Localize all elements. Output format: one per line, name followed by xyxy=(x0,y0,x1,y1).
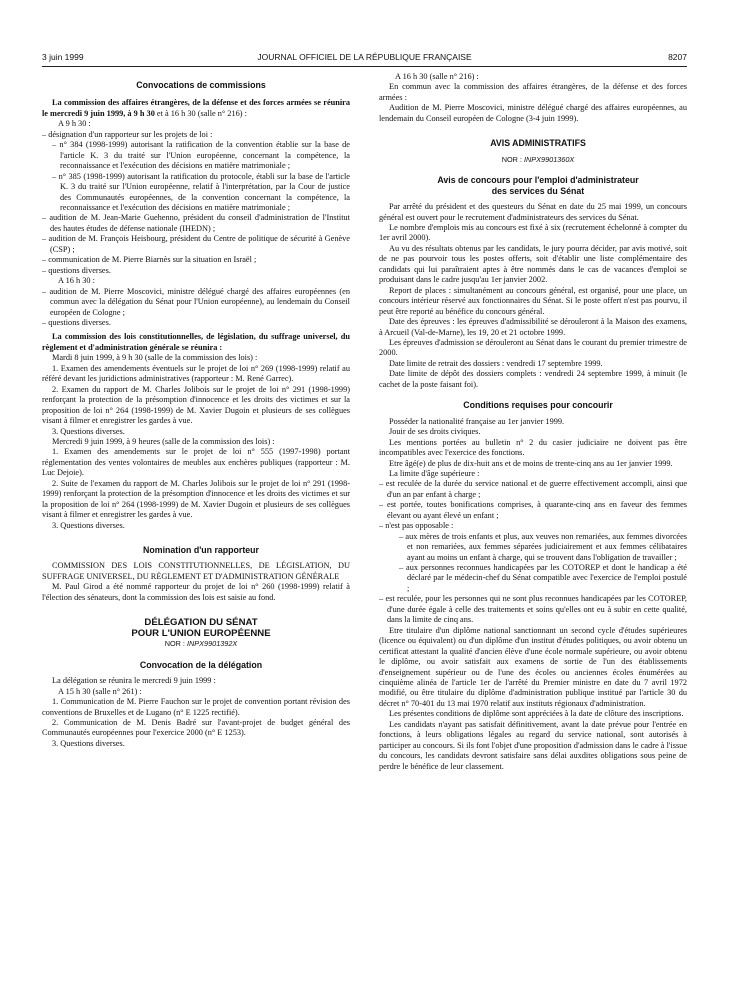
nor-avis: NOR : INPX9901360X xyxy=(501,154,575,164)
item-biarnes: – communication de M. Pierre Biarnès sur la situation en Israël ; xyxy=(42,255,257,265)
item-opposable: – n'est pas opposable : xyxy=(379,521,454,531)
paragraph-examen-4: 2. Suite de l'examen du rapport de M. Charles Jolibois sur le projet de loi n° 291 (1998-1999) renforçant la protection de la présomption d'innocence et les droits des victimes et sur la proposition de loi n° 264 (1998-1999) de M. Xavier Dugoin et plusieurs de ses collègues visant à filmer et enregistrer les gardes à vue. xyxy=(42,478,350,520)
time-930: A 9 h 30 : xyxy=(58,119,91,129)
item-questions-2: – questions diverses. xyxy=(42,317,111,327)
paragraph-questions-5: 3. Questions diverses. xyxy=(52,738,125,748)
paragraph-jury: Au vu des résultats obtenus par les candidats, le jury pourra décider, par avis motivé, soit de ne pas pourvoir tous les postes offerts, soit d'établir une liste complémentaire des candidats qui lui paraîtraient aptes à être nommés dans le cas de vacances d'emploi se produisant dans le cadre jusqu'au 1er janvier 2002. xyxy=(379,243,687,285)
right-column xyxy=(379,72,687,772)
paragraph-questions-4: 3. Questions diverses. xyxy=(52,520,125,530)
item-reculee-handicap: – est reculée, pour les personnes qui ne sont plus reconnues handicapées par les COTOREP, d'une durée égale à celle des traitements et soins qu'elles ont eu à subir en cette qualité, dans la limite de cinq ans. xyxy=(379,594,687,625)
paragraph-examen-2: 2. Examen du rapport de M. Charles Jolibois sur le projet de loi n° 291 (1998-1999) renforçant la protection de la présomption d'innocence et les droits des victimes et sur la proposition de loi n° 264 (1998-1999) de M. Xavier Dugoin et plusieurs de ses collègues visant à filmer et enregistrer les gardes à vue. xyxy=(42,384,350,426)
time-1630-right: A 16 h 30 (salle n° 216) : xyxy=(395,72,479,81)
paragraph-commission-title: COMMISSION DES LOIS CONSTITUTIONNELLES, DE LÉGISLATION, DU SUFFRAGE UNIVERSEL, DU RÈGLEMENT ET D'ADMINISTRATION GÉNÉRALE xyxy=(42,561,350,581)
item-reculee: – est reculée de la durée du service national et de guerre effectivement accompli, ainsi que d'un an par enfant à charge ; xyxy=(379,479,687,499)
item-cotorep: – aux personnes reconnues handicapées par les COTOREP et dont le handicap a été déclaré par le médecin-chef du Sénat compatible avec l'exercice de l'emploi postulé ; xyxy=(399,563,687,593)
paragraph-limite-age: La limite d'âge supérieure : xyxy=(389,468,480,478)
paragraph-droits-civiques: Jouir de ses droits civiques. xyxy=(389,427,481,437)
paragraph-arrete: Par arrêté du président et des questeurs du Sénat en date du 25 mai 1999, un concours général est ouvert pour le recrutement d'administrateurs des services du Sénat. xyxy=(379,202,687,222)
item-designation: – désignation d'un rapporteur sur les projets de loi : xyxy=(42,129,213,139)
item-questions-1: – questions diverses. xyxy=(42,265,111,275)
paragraph-conditions-diplome: Les présentes conditions de diplôme sont appréciées à la date de clôture des inscriptions. xyxy=(389,709,684,719)
paragraph-commission-etrangeres: La commission des affaires étrangères, de la défense et des forces armées se réunira le mercredi 9 juin 1999, à 9 h 30 et à 16 h 30 (salle n° 216) : xyxy=(42,98,350,118)
paragraph-girod: M. Paul Girod a été nommé rapporteur du projet de loi n° 260 (1998-1999) relatif à l'élection des sénateurs, dont la commission des lois est saisie au fond. xyxy=(42,582,350,602)
heading-delegation-1: DÉLÉGATION DU SÉNAT xyxy=(144,617,258,629)
heading-convocations: Convocations de commissions xyxy=(136,80,266,90)
paragraph-en-commun: En commun avec la commission des affaires étrangères, de la défense et des forces armées : xyxy=(379,82,687,102)
item-portee: – est portée, toutes bonifications comprises, à quarante-cinq ans en faveur des femmes élevant ou ayant élevé un enfant ; xyxy=(379,500,687,520)
paragraph-examen-1: 1. Examen des amendements éventuels sur le projet de loi n° 269 (1998-1999) relatif au référé devant les juridictions administratives (rapporteur : M. René Garrec). xyxy=(42,363,350,384)
paragraph-examen-3: 1. Examen des amendements sur le projet de loi n° 555 (1997-1998) portant réglementation des ventes volontaires de meubles aux enchères publiques (rapporteur : M. Luc Dejoie). xyxy=(42,447,350,478)
paragraph-date-epreuves: Date des épreuves : les épreuves d'admissibilité se dérouleront à la Maison des examens, à Arcueil (Val-de-Marne), les 19, 20 et 21 octobre 1999. xyxy=(379,317,687,337)
heading-nomination: Nomination d'un rapporteur xyxy=(143,545,259,556)
paragraph-report-places: Report de places : simultanément au concours général, est organisé, pour une place, un concours intérieur réservé aux fonctionnaires du Sénat. Si le poste offert n'est pas pourvu, il peut être reporté au bénéfice du concours général. xyxy=(379,285,687,316)
paragraph-delegation-reunira: La délégation se réunira le mercredi 9 juin 1999 : xyxy=(52,676,216,686)
paragraph-retrait-dossiers: Date limite de retrait des dossiers : vendredi 17 septembre 1999. xyxy=(389,358,603,368)
paragraph-nombre-emplois: Le nombre d'emplois mis au concours est fixé à six (recrutement échelonné à compter du 1er avril 2000). xyxy=(379,222,687,243)
paragraph-audition-moscovici: Audition de M. Pierre Moscovici, ministre délégué chargé des affaires européennes, au lendemain du Conseil européen de Cologne (3-4 juin 1999). xyxy=(379,103,687,123)
left-column xyxy=(42,72,350,749)
heading-convocation-delegation: Convocation de la délégation xyxy=(139,659,263,670)
heading-avis-administratifs: AVIS ADMINISTRATIFS xyxy=(490,138,586,149)
paragraph-fauchon: 1. Communication de M. Pierre Fauchon sur le projet de convention portant révision des conventions de Bruxelles et de Lugano (n° E 1225 rectifié). xyxy=(42,697,350,717)
header-date: 3 juin 1999 xyxy=(42,52,84,62)
paragraph-mardi: Mardi 8 juin 1999, à 9 h 30 (salle de la commission des lois) : xyxy=(52,353,258,363)
item-heisbourg: – audition de M. François Heisbourg, président du Centre de politique de sécurité à Genève (CSP) ; xyxy=(42,234,350,254)
heading-conditions: Conditions requises pour concourir xyxy=(463,400,613,411)
paragraph-depot-dossiers: Date limite de dépôt des dossiers complets : vendredi 24 septembre 1999, à minuit (le cachet de la poste faisant foi). xyxy=(379,369,687,389)
item-guehenno: – audition de M. Jean-Marie Guehenno, président du conseil d'administration de l'Institut des hautes études de défense nationale (IHEDN) ; xyxy=(42,213,350,233)
item-385: – n° 385 (1998-1999) autorisant la ratification du protocole, établi sur la base de l'article K. 3 du traité sur l'Union européenne, relatif à l'interprétation, par la Cour de justice des Communautés européennes, de la convention concernant la compétence, la reconnaissance et l'exécution des décisions en matière matrimoniale ; xyxy=(52,171,350,212)
paragraph-service-national: Les candidats n'ayant pas satisfait définitivement, avant la date prévue pour l'entrée en fonctions, à leurs obligations légales au regard du service national, sont autorisés à participer au concours. Si ils font l'objet d'une proposition d'admission dans le cadre à l'issue du concours, les candidats devront satisfaire sans délai auxdites obligations sous peine de perdre le bénéfice de leur classement. xyxy=(379,719,687,771)
paragraph-nationalite: Posséder la nationalité française au 1er janvier 1999. xyxy=(389,416,565,426)
paragraph-badre: 2. Communication de M. Denis Badré sur l'avant-projet de budget général des Communautés européennes pour l'exercice 2000 (n° E 1253). xyxy=(42,718,350,738)
paragraph-casier: Les mentions portées au bulletin n° 2 du casier judiciaire ne doivent pas être incompatibles avec l'exercice des fonctions. xyxy=(379,437,687,458)
heading-avis-concours-2: des services du Sénat xyxy=(491,185,585,196)
paragraph-questions-3: 3. Questions diverses. xyxy=(52,426,125,436)
paragraph-mercredi: Mercredi 9 juin 1999, à 9 heures (salle de la commission des lois) : xyxy=(52,436,275,446)
time-1530: A 15 h 30 (salle n° 261) : xyxy=(58,686,142,696)
header-journal-title: JOURNAL OFFICIEL DE LA RÉPUBLIQUE FRANÇAISE xyxy=(257,52,472,62)
paragraph-commission-lois: La commission des lois constitutionnelles, de législation, du suffrage universel, du règlement et d'administration générale se réunira : xyxy=(42,332,350,352)
nor-delegation: NOR : INPX9901392X xyxy=(164,639,238,649)
paragraph-age: Etre âgé(e) de plus de dix-huit ans et de moins de trente-cinq ans au 1er janvier 1999. xyxy=(389,458,673,468)
time-1630: A 16 h 30 : xyxy=(58,276,95,286)
item-384: – n° 384 (1998-1999) autorisant la ratification de la convention établie sur la base de l'article K. 3 du traité sur l'Union européenne, concernant la compétence, la reconnaissance et l'exécution des décisions en matière matrimoniale ; xyxy=(52,140,350,171)
page-header xyxy=(42,52,687,66)
paragraph-epreuves-admission: Les épreuves d'admission se dérouleront au Sénat dans le courant du premier trimestre de 2000. xyxy=(379,337,687,358)
heading-avis-concours-1: Avis de concours pour l'emploi d'administrateur xyxy=(437,175,639,186)
item-moscovici: – audition de M. Pierre Moscovici, ministre délégué chargé des affaires européennes (en commun avec la délégation du Sénat pour l'Union européenne), au lendemain du Conseil européen de Cologne ; xyxy=(42,286,350,317)
paragraph-diplome: Etre titulaire d'un diplôme national sanctionnant un second cycle d'études supérieures (licence ou équivalent) ou d'un diplôme d'un institut d'études politiques, ou avoir obtenu un certificat attestant la qualité d'ancien élève d'une école normale supérieure, ou avoir obtenu le diplôme, ou avoir satisfait aux examens de sortie de l'un des établissements d'enseignement supérieur ou de l'une des écoles ou anciennes écoles énumérées au cinquième alinéa de l'article 1er de l'arrêté du Premier ministre en date du 7 avril 1972 modifié, ou être titulaire du diplôme d'administration publique institué par l'article 30 du décret n° 70-401 du 13 mai 1970 relatif aux instituts régionaux d'administration. xyxy=(379,625,687,708)
heading-delegation-2: POUR L'UNION EUROPÉENNE xyxy=(131,628,271,640)
header-rule xyxy=(42,66,687,67)
header-page-number: 8207 xyxy=(668,52,687,62)
item-meres: – aux mères de trois enfants et plus, aux veuves non remariées, aux femmes divorcées et non remariées, aux femmes séparées judiciairement et aux femmes célibataires ayant au moins un enfant à charge, qui se trouvent dans l'obligation de travailler ; xyxy=(399,531,687,562)
